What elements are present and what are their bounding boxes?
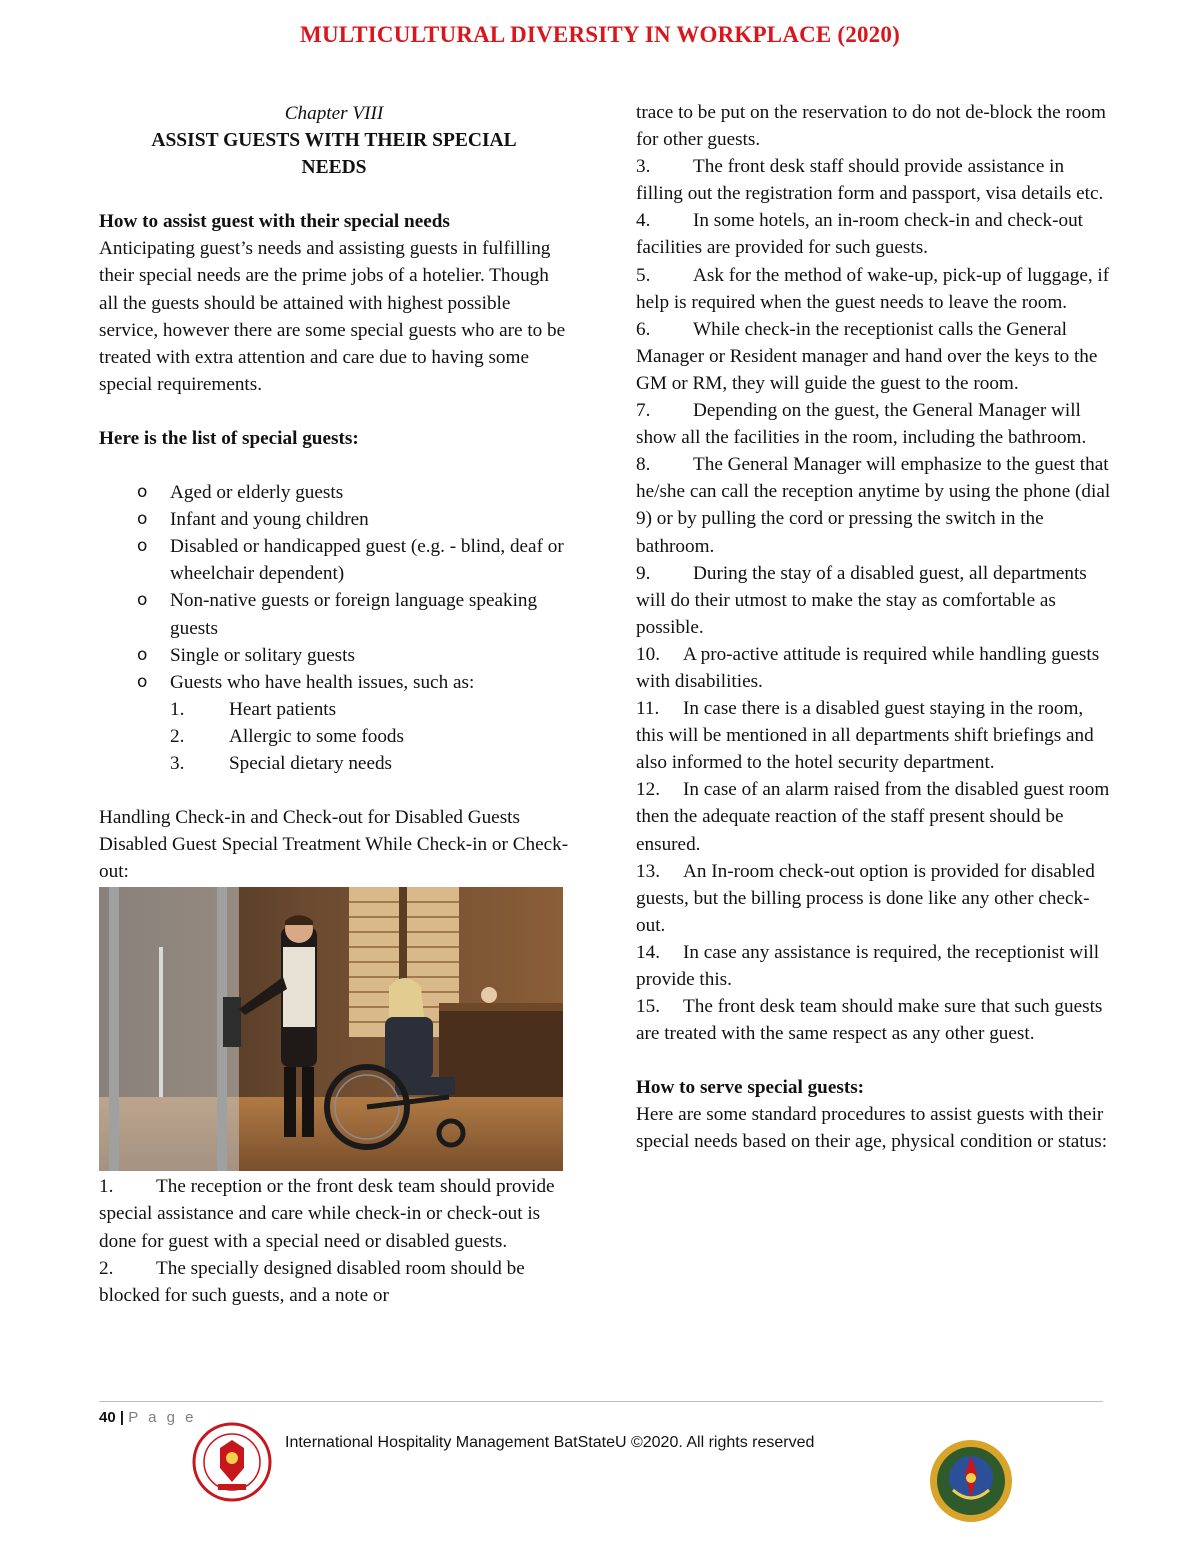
- intro-paragraph: Anticipating guest’s needs and assisting guests in fulfilling their special needs are the prime jobs of a hotelier. Though all the guests should be attained with highest possible service, however there are some special guests who are to be treated with extra attention and care due to having some special requirements.: [99, 238, 566, 395]
- list-item: 12. In case of an alarm raised from the disabled guest room then the adequate reaction of the staff present should be ensured.: [636, 779, 1110, 855]
- serve-paragraph: Here are some standard procedures to assist guests with their special needs based on their age, physical condition or status:: [636, 1104, 1108, 1153]
- list-item: o Non-native guests or foreign language speaking guests: [99, 587, 569, 641]
- list-item: 9. During the stay of a disabled guest, all departments will do their utmost to make the stay as comfortable as possible.: [636, 562, 1087, 638]
- bullet: o: [137, 671, 148, 692]
- list-item: 11. In case there is a disabled guest staying in the room, this will be mentioned in all departments shift briefings and also informed to the hotel security department.: [636, 698, 1094, 774]
- list-item: 13. An In-room check-out option is provided for disabled guests, but the billing process is done like any other check-out.: [636, 860, 1095, 936]
- special-guests-list: [99, 479, 569, 696]
- list-item: o Disabled or handicapped guest (e.g. - blind, deaf or wheelchair dependent): [99, 533, 569, 587]
- continued-text: trace to be put on the reservation to do not de-block the room for other guests.: [636, 102, 1106, 151]
- page-number: 40 | P a g e: [99, 1409, 197, 1426]
- list-item: 14. In case any assistance is required, the receptionist will provide this.: [636, 941, 1100, 990]
- left-column: [99, 100, 569, 1309]
- document-header: MULTICULTURAL DIVERSITY IN WORKPLACE (2020): [300, 22, 900, 47]
- list-heading: Here is the list of special guests:: [99, 427, 359, 449]
- list-item: o Aged or elderly guests: [99, 479, 569, 506]
- bullet: o: [137, 536, 148, 557]
- handling-subheading: Disabled Guest Special Treatment While Check-in or Check-out:: [99, 834, 569, 883]
- list-item: 6. While check-in the receptionist calls the General Manager or Resident manager and hand over the keys to the GM or RM, they will guide the guest to the room.: [636, 318, 1098, 394]
- handling-heading: Handling Check-in and Check-out for Disabled Guests: [99, 807, 520, 829]
- list-item: 3. The front desk staff should provide assistance in filling out the registration form and passport, visa details etc.: [636, 156, 1104, 205]
- list-item: o Infant and young children: [99, 506, 569, 533]
- right-column: [636, 99, 1111, 1156]
- list-item: o Single or solitary guests: [99, 642, 569, 669]
- list-item: 10. A pro-active attitude is required while handling guests with disabilities.: [636, 643, 1100, 692]
- bullet: o: [137, 590, 148, 611]
- wheelchair-guest-photo: [99, 887, 563, 1171]
- list-item: 2. The specially designed disabled room should be blocked for such guests, and a note or: [99, 1257, 525, 1306]
- list-item: 7. Depending on the guest, the General Manager will show all the facilities in the room, including the bathroom.: [636, 400, 1087, 449]
- copyright-notice: International Hospitality Management BatStateU ©2020. All rights reserved: [285, 1434, 815, 1451]
- list-item: 2. Allergic to some foods: [170, 725, 404, 747]
- bullet: o: [137, 482, 148, 503]
- chapter-title-line2: NEEDS: [301, 157, 367, 179]
- list-item: 15. The front desk team should make sure that such guests are treated with the same respect as any other guest.: [636, 996, 1103, 1045]
- list-item: 5. Ask for the method of wake-up, pick-up of luggage, if help is required when the guest needs to leave the room.: [636, 264, 1110, 313]
- chapter-title-line1: ASSIST GUESTS WITH THEIR SPECIAL: [151, 130, 517, 152]
- health-issues-list: [99, 696, 569, 777]
- list-item: 3. Special dietary needs: [170, 752, 393, 774]
- list-item: o Guests who have health issues, such as:: [99, 669, 569, 696]
- serve-heading: How to serve special guests:: [636, 1077, 865, 1099]
- list-item: 8. The General Manager will emphasize to the guest that he/she can call the reception anytime by using the phone (dial 9) or by pulling the cord or pressing the switch in the bathroom.: [636, 454, 1111, 557]
- department-emblem-logo: [928, 1438, 1014, 1524]
- section-heading: How to assist guest with their special needs: [99, 211, 450, 233]
- footer-divider: [99, 1401, 1103, 1402]
- list-item: 1. Heart patients: [170, 698, 337, 720]
- chapter-label: Chapter VIII: [284, 103, 384, 124]
- list-item: 1. The reception or the front desk team should provide special assistance and care while check-in or check-out is done for guest with a special need or disabled guests.: [99, 1176, 555, 1252]
- list-item: 4. In some hotels, an in-room check-in and check-out facilities are provided for such guests.: [636, 210, 1084, 259]
- bullet: o: [137, 644, 148, 665]
- bullet: o: [137, 509, 148, 530]
- university-seal-logo: [192, 1422, 272, 1502]
